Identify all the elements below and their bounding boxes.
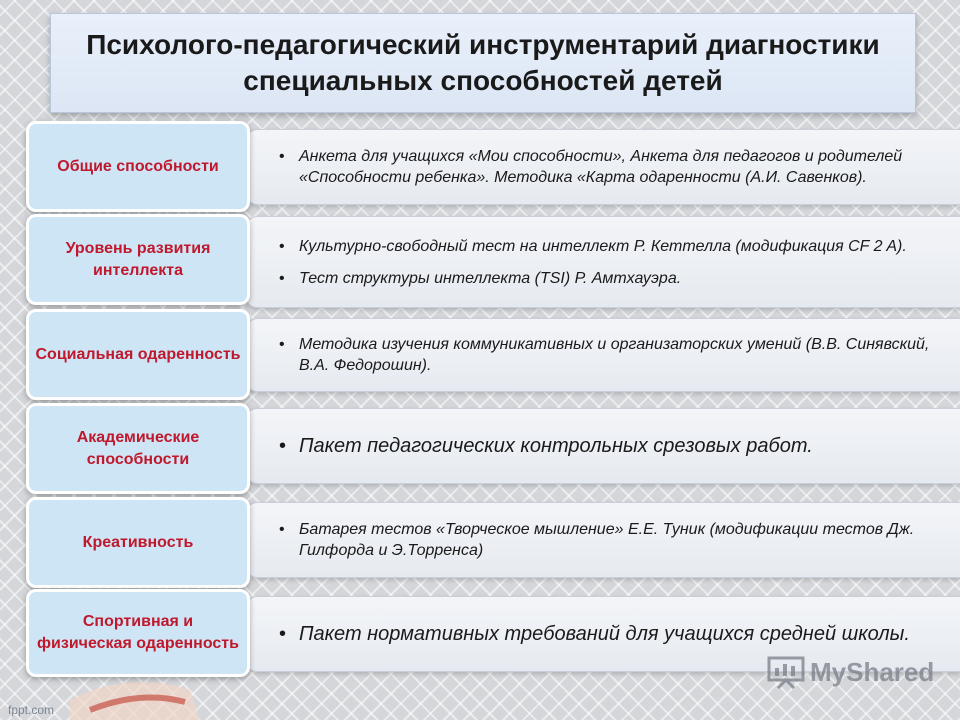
category-creativity bbox=[26, 497, 250, 588]
category-social-giftedness bbox=[26, 309, 250, 400]
category-academic-abilities bbox=[26, 403, 250, 494]
content-general-abilities bbox=[244, 129, 960, 205]
category-label: Креативность bbox=[82, 533, 194, 551]
footer-credit: fppt.com bbox=[8, 703, 55, 717]
watermark-text: MyShared bbox=[810, 656, 935, 687]
list-item: • Пакет нормативных требований для учащихся средней школы. bbox=[279, 621, 940, 648]
presentation-screen-icon bbox=[766, 655, 806, 689]
category-label: Социальная одаренность bbox=[35, 345, 241, 363]
list-item: • Анкета для учащихся «Мои способности», Анкета для педагогов и родителей «Способности ребенка». Методика «Карта одаренности (А.И. Савенков). bbox=[279, 146, 940, 188]
content-academic-abilities bbox=[244, 408, 960, 484]
list-item: • Культурно-свободный тест на интеллект Р. Кеттелла (модификация CF 2 A). bbox=[279, 236, 940, 257]
title-banner bbox=[50, 13, 916, 113]
category-label: Академические способности bbox=[76, 428, 200, 468]
page-title: Психолого-педагогический инструментарий диагностики специальных способностей детей bbox=[86, 29, 880, 96]
category-label: Уровень развития интеллекта bbox=[65, 239, 211, 279]
content-creativity bbox=[244, 502, 960, 578]
category-sports-giftedness bbox=[26, 589, 250, 677]
category-intellect-level bbox=[26, 214, 250, 305]
category-general-abilities bbox=[26, 121, 250, 212]
list-item: • Тест структуры интеллекта (TSI) Р. Амтхауэра. bbox=[279, 268, 940, 289]
list-item: • Методика изучения коммуникативных и организаторских умений (В.В. Синявский, В.А. Федорошин). bbox=[279, 334, 940, 376]
category-label: Спортивная и физическая одаренность bbox=[37, 613, 239, 652]
category-label: Общие способности bbox=[57, 157, 219, 175]
myshared-watermark bbox=[766, 655, 934, 689]
list-item: • Пакет педагогических контрольных срезовых работ. bbox=[279, 433, 940, 460]
list-item: • Батарея тестов «Творческое мышление» Е.Е. Туник (модификации тестов Дж. Гилфорда и Э.Торренса) bbox=[279, 519, 940, 561]
content-intellect-level bbox=[244, 216, 960, 308]
content-social-giftedness bbox=[244, 318, 960, 392]
